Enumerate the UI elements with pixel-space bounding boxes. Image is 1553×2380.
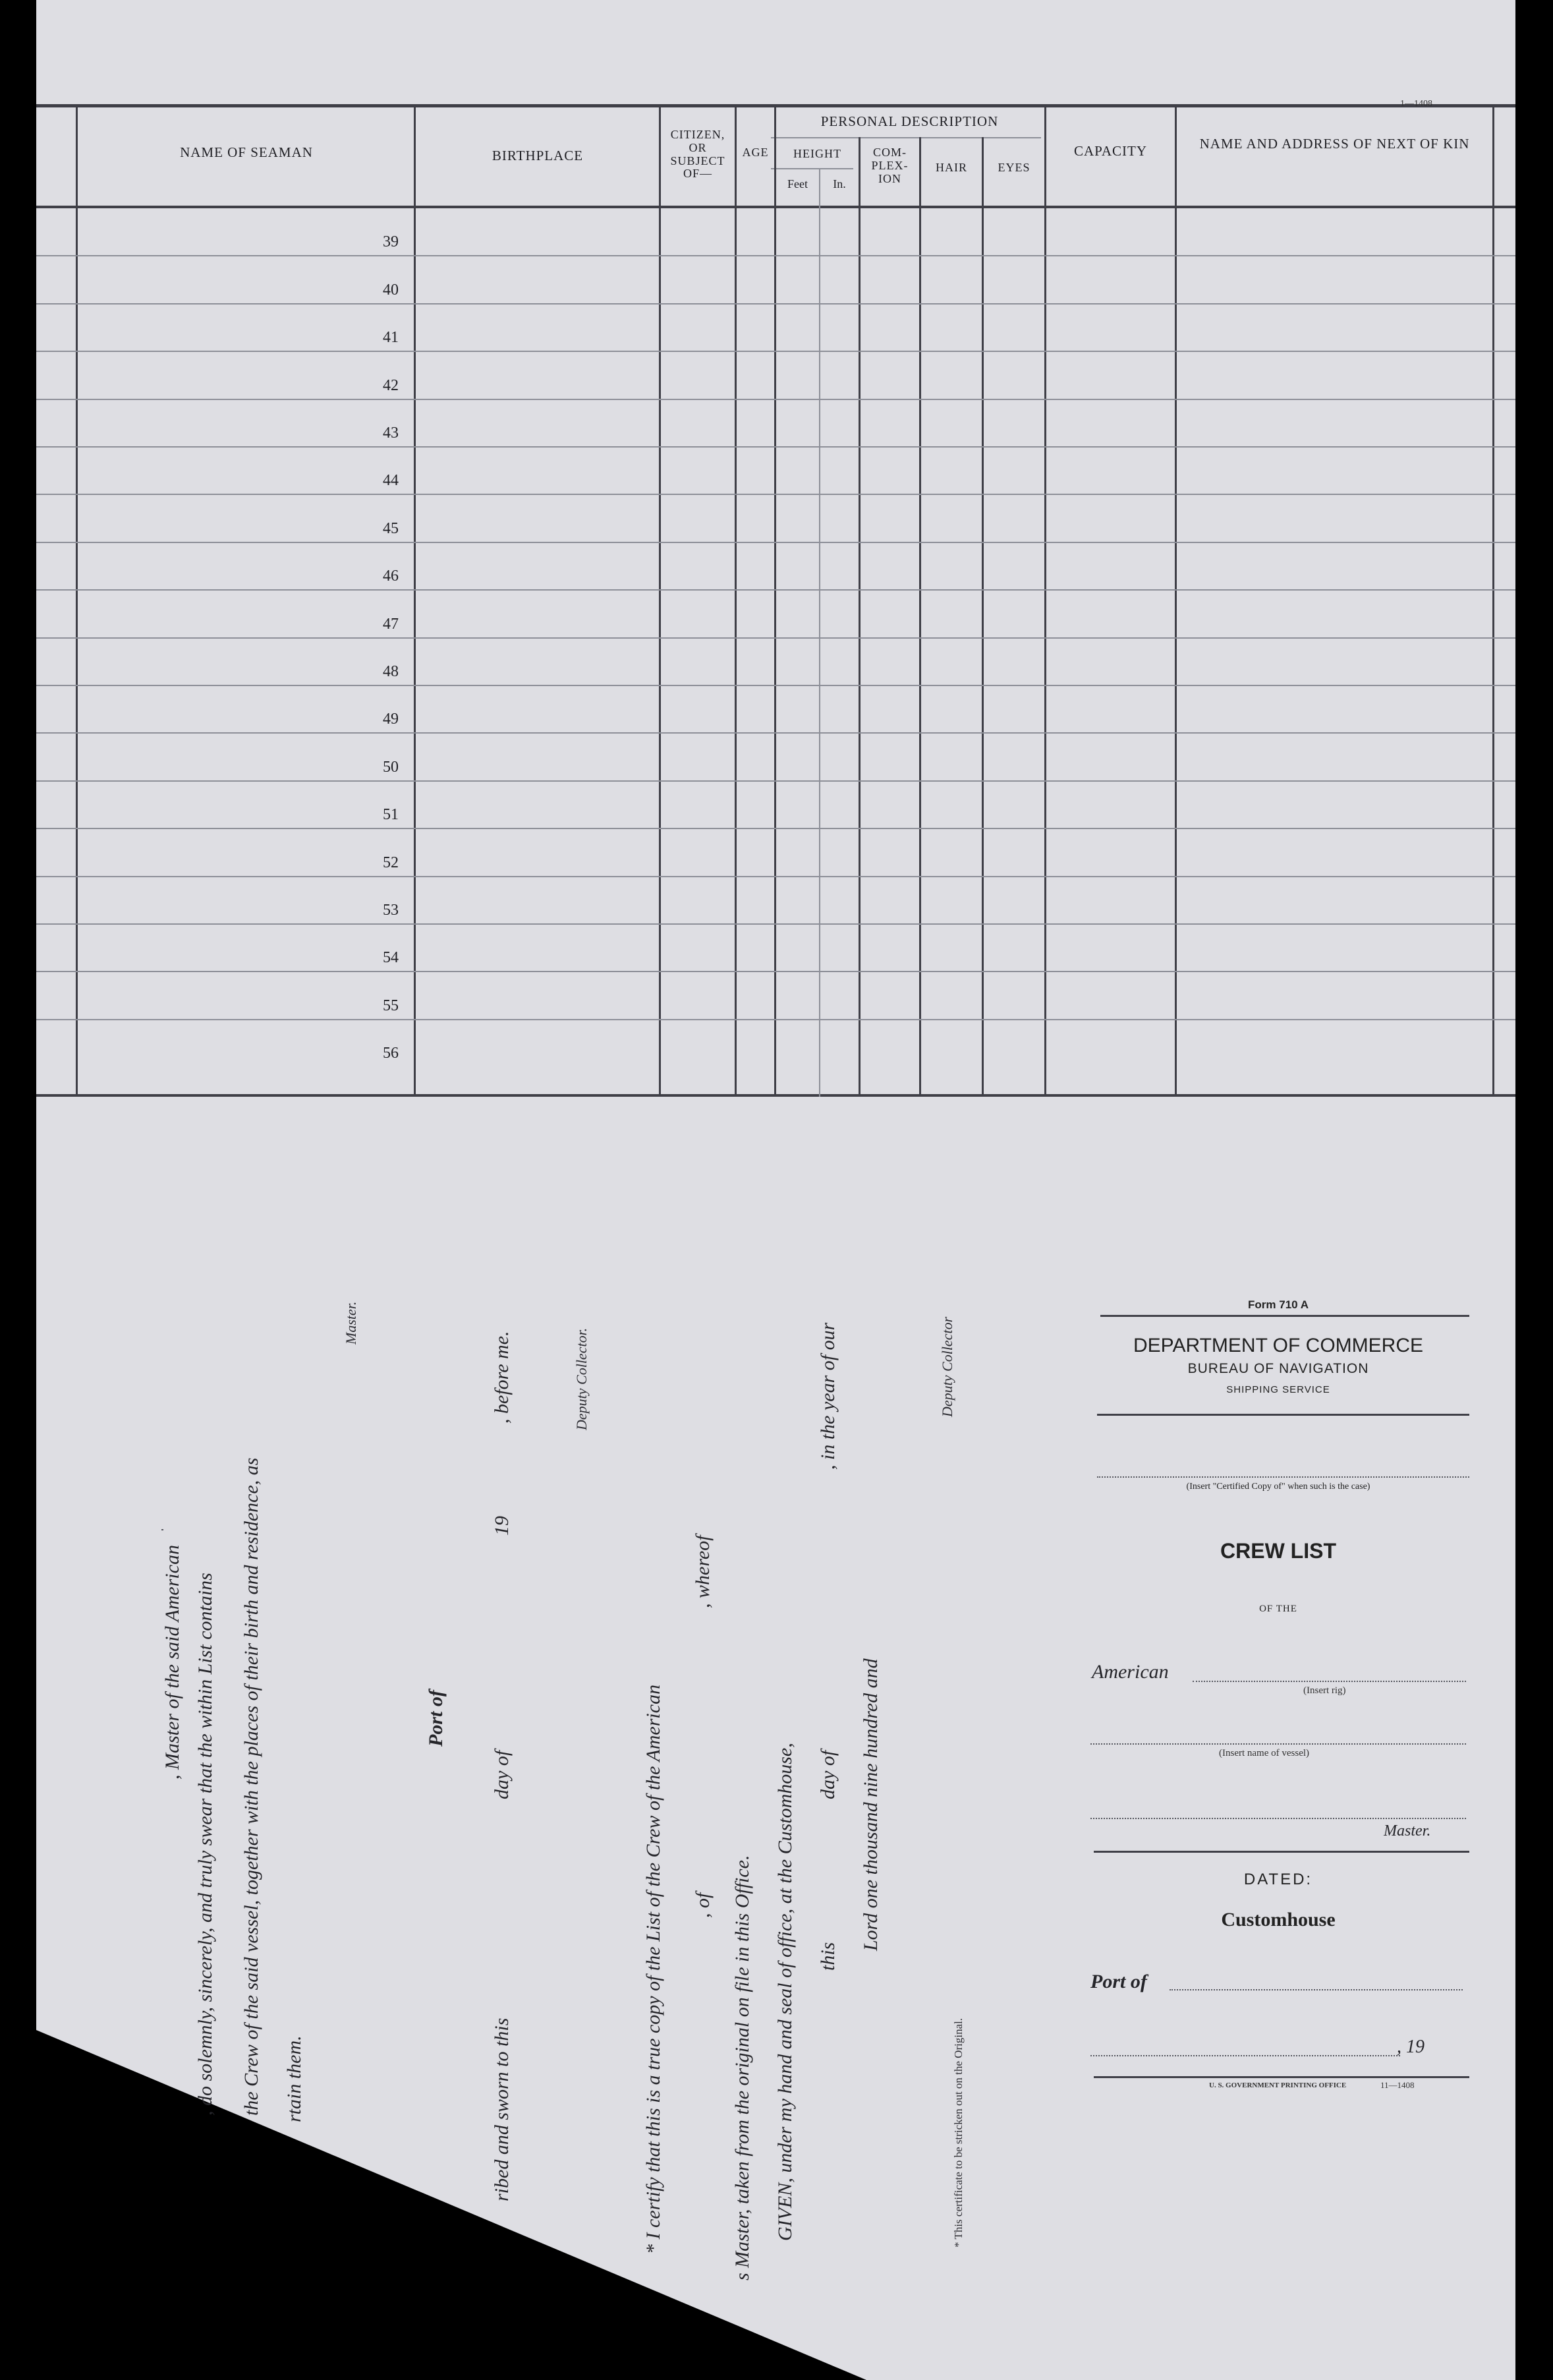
table-row	[0, 351, 1553, 399]
table-row	[0, 447, 1553, 494]
service-title: SHIPPING SERVICE	[1226, 1384, 1330, 1395]
table-row	[0, 877, 1553, 924]
dated-label: DATED:	[1243, 1871, 1313, 1888]
lord-line: Lord one thousand nine hundred and	[860, 1658, 882, 1951]
table-row	[0, 590, 1553, 637]
row-number: 52	[383, 854, 399, 871]
oath-line-2: , do solemnly, sincerely, and truly swear that the within List contains	[194, 1573, 216, 2116]
deputy-collector-label-1: Deputy Collector.	[573, 1327, 590, 1430]
table-row	[0, 781, 1553, 828]
year-label: 19	[491, 1516, 513, 1536]
deputy-collector-label-2: Deputy Collector	[939, 1316, 955, 1417]
insert-certified-note: (Insert "Certified Copy of" when such is the case)	[1186, 1482, 1370, 1492]
table-row	[0, 733, 1553, 780]
row-number: 43	[383, 424, 399, 442]
printer-label: U. S. GOVERNMENT PRINTING OFFICE	[1209, 2081, 1347, 2089]
header-age: AGE	[742, 146, 769, 159]
port-of-label: Port of	[425, 1690, 447, 1747]
table-row	[0, 924, 1553, 972]
row-number: 49	[383, 711, 399, 728]
oath-line-3: the Crew of the said vessel, together with the places of their birth and residence, as	[240, 1457, 262, 2116]
day-of-label-2: day of	[817, 1750, 839, 1799]
header-height: HEIGHT	[793, 147, 841, 160]
form-number: Form 710 A	[1248, 1298, 1309, 1311]
table-row	[0, 399, 1553, 447]
row-number: 45	[383, 519, 399, 537]
row-number: 44	[383, 472, 399, 490]
cover-year-label: , 19	[1397, 2037, 1425, 2057]
whereof-label: , whereof	[692, 1535, 714, 1608]
header-feet: Feet	[787, 177, 808, 190]
customhouse-label: Customhouse	[1221, 1909, 1336, 1930]
table-row	[0, 494, 1553, 542]
master-label: Master.	[1384, 1822, 1431, 1840]
header-personal-description: PERSONAL DESCRIPTION	[820, 113, 999, 129]
table-row	[0, 828, 1553, 876]
header-inches: In.	[833, 177, 846, 190]
table-row	[0, 685, 1553, 733]
given-line: GIVEN, under my hand and seal of office, at the Customhouse,	[774, 1743, 796, 2241]
in-year-label: , in the year of our	[817, 1322, 839, 1470]
row-number: 46	[383, 567, 399, 585]
crew-list-title: CREW LIST	[1220, 1539, 1336, 1563]
certificate-footnote: * This certificate to be stricken out on the Original.	[952, 2017, 965, 2248]
master-taken-line: s Master, taken from the original on file in this Office.	[731, 1855, 753, 2280]
before-me-label: , before me.	[491, 1331, 513, 1424]
row-number: 53	[383, 901, 399, 919]
insert-rig-note: (Insert rig)	[1303, 1685, 1346, 1696]
row-number: 42	[383, 376, 399, 394]
header-birthplace: BIRTHPLACE	[492, 148, 584, 163]
insert-vessel-note: (Insert name of vessel)	[1219, 1748, 1310, 1758]
oath-line-4: rtain them.	[283, 2035, 305, 2122]
header-name-of-seaman: NAME OF SEAMAN	[180, 144, 313, 160]
form-code: 1—1408	[1400, 99, 1432, 109]
header-capacity: CAPACITY	[1073, 143, 1148, 159]
header-complexion: COM- PLEX- ION	[871, 146, 909, 185]
of-label: , of	[692, 1892, 714, 1918]
row-number: 41	[383, 329, 399, 347]
cover-port-of-label: Port of	[1090, 1971, 1147, 1992]
table-row	[0, 208, 1553, 256]
department-title: DEPARTMENT OF COMMERCE	[1133, 1335, 1424, 1356]
row-number: 55	[383, 997, 399, 1014]
master-signature-label: Master.	[343, 1301, 359, 1345]
row-number: 56	[383, 1045, 399, 1062]
header-citizen: CITIZEN, OR SUBJECT OF—	[670, 128, 725, 181]
table-row	[0, 542, 1553, 590]
row-number: 54	[383, 949, 399, 967]
certify-line: * I certify that this is a true copy of the List of the Crew of the American	[642, 1684, 664, 2254]
header-eyes: EYES	[998, 161, 1031, 174]
day-of-label: day of	[491, 1750, 513, 1799]
table-row	[0, 304, 1553, 351]
row-number: 50	[383, 758, 399, 776]
row-number: 40	[383, 281, 399, 299]
table-row	[0, 638, 1553, 685]
table-row	[0, 256, 1553, 303]
table-row	[0, 972, 1553, 1019]
row-number: 47	[383, 615, 399, 633]
of-the-label: OF THE	[1259, 1604, 1297, 1614]
this-label: this	[817, 1942, 839, 1971]
american-label: American	[1092, 1661, 1169, 1683]
header-hair: HAIR	[936, 161, 967, 174]
subscribed-label: ribed and sworn to this	[491, 2017, 513, 2201]
table-row	[0, 1020, 1553, 1067]
row-number: 51	[383, 806, 399, 824]
oath-line-1: , Master of the said American	[161, 1544, 183, 1780]
row-number: 39	[383, 233, 399, 251]
header-next-of-kin: NAME AND ADDRESS OF NEXT OF KIN	[1199, 136, 1470, 152]
printer-code: 11—1408	[1380, 2080, 1415, 2090]
row-number: 48	[383, 662, 399, 680]
bureau-title: BUREAU OF NAVIGATION	[1187, 1361, 1369, 1376]
